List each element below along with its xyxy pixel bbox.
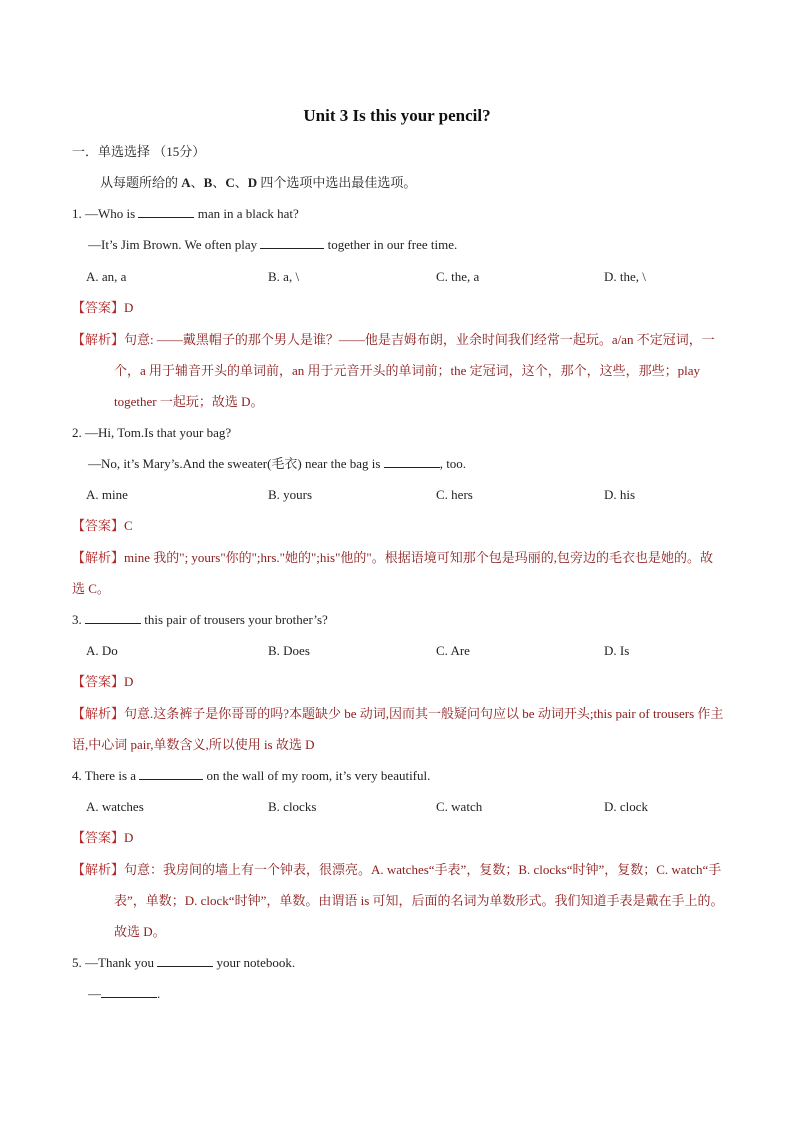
- answer-blank: [138, 205, 194, 218]
- instruction-text: 四个选项中选出最佳选项。: [257, 175, 417, 190]
- instruction-letter-d: D: [247, 175, 258, 190]
- option-c: C. Are: [436, 643, 470, 658]
- explanation: [72, 854, 724, 947]
- instruction-letter-b: B: [203, 175, 213, 190]
- question-number: 2.: [72, 425, 82, 440]
- explanation-text: 句意: ——戴黑帽子的那个男人是谁？——他是吉姆布朗，业余时间我们经常一起玩。a/an 不定冠词，一个，a 用于辅音开头的单词前，an 用于元音开头的单词前；the 定冠词，这个，那个，这些，那些；play together 一起玩；故选 D。: [114, 332, 715, 409]
- question-1-line-1: [72, 205, 299, 223]
- option-a: A. an, a: [86, 269, 127, 284]
- explanation-tag: 【解析】: [72, 862, 125, 877]
- answer-blank: [260, 236, 324, 249]
- answer-blank: [157, 954, 213, 967]
- answer-line: [72, 517, 133, 535]
- question-text: this pair of trousers your brother’s?: [141, 612, 328, 627]
- explanation-tag: 【解析】: [72, 706, 125, 721]
- question-1-line-2: [88, 236, 457, 254]
- explanation-text: mine 我的"; yours"你的";hrs."她的";his"他的"。根据语境可知那个包是玛丽的,包旁边的毛衣也是她的。故选 C。: [72, 550, 713, 596]
- question-text: together in our free time.: [324, 237, 458, 252]
- instruction-text: 从每题所给的: [100, 175, 182, 190]
- option-a: A. mine: [86, 487, 128, 502]
- instruction-letter-a: A: [181, 175, 191, 190]
- option-b: B. a, \: [268, 269, 300, 284]
- question-5-line-1: [72, 954, 295, 972]
- answer-tag: 【答案】: [72, 300, 125, 315]
- answer-value: C: [124, 518, 133, 533]
- option-d: D. his: [604, 487, 636, 502]
- question-text: , too.: [439, 456, 467, 471]
- question-text: —Hi, Tom.Is that your bag?: [85, 425, 232, 440]
- explanation-text: 句意：我房间的墙上有一个钟表，很漂亮。A. watches“手表”，复数；B. clocks“时钟”，复数；C. watch“手表”，单数；D. clock“时钟”，单数。由谓语 is 可知，后面的名词为单数形式。我们知道手表是戴在手上的。故选 D。: [114, 862, 724, 939]
- question-number: 4.: [72, 768, 82, 783]
- question-text: —Thank you: [85, 955, 158, 970]
- answer-tag: 【答案】: [72, 830, 125, 845]
- question-number: 5.: [72, 955, 82, 970]
- question-text: on the wall of my room, it’s very beautiful.: [203, 768, 431, 783]
- question-text: —No, it’s Mary’s.And the sweater(毛衣) near the bag is: [88, 456, 384, 471]
- answer-line: [72, 829, 133, 847]
- question-number: 1.: [72, 206, 82, 221]
- explanation-tag: 【解析】: [72, 332, 125, 347]
- question-3-line-1: [72, 611, 328, 629]
- explanation: [72, 324, 724, 417]
- explanation-tag: 【解析】: [72, 550, 125, 565]
- question-text: .: [157, 986, 161, 1001]
- question-number: 3.: [72, 612, 82, 627]
- answer-line: [72, 299, 133, 317]
- explanation-text: 句意.这条裤子是你哥哥的吗?本题缺少 be 动词,因而其一般疑问句应以 be 动词开头;this pair of trousers 作主语,中心词 pair,单数含义,所以使用 is 故选 D: [72, 706, 724, 752]
- instruction-sep: 、: [190, 175, 204, 190]
- explanation: [72, 698, 724, 760]
- answer-tag: 【答案】: [72, 518, 125, 533]
- answer-blank: [85, 611, 141, 624]
- option-c: C. hers: [436, 487, 473, 502]
- question-2-line-2: [88, 455, 466, 473]
- answer-line: [72, 673, 133, 691]
- question-4-line-1: [72, 767, 430, 785]
- page-title: Unit 3 Is this your pencil?: [303, 106, 491, 125]
- answer-blank: [101, 985, 157, 998]
- option-c: C. watch: [436, 799, 483, 814]
- option-b: B. yours: [268, 487, 313, 502]
- option-b: B. clocks: [268, 799, 317, 814]
- option-d: D. clock: [604, 799, 649, 814]
- explanation: [72, 542, 724, 604]
- section-heading: 一．单选选择 （15分）: [72, 144, 206, 159]
- answer-blank: [139, 767, 203, 780]
- question-text: There is a: [84, 768, 140, 783]
- answer-value: D: [124, 300, 134, 315]
- option-d: D. the, \: [604, 269, 646, 284]
- instruction: [100, 174, 416, 192]
- option-a: A. Do: [86, 643, 118, 658]
- instruction-letter-c: C: [225, 175, 235, 190]
- question-2-line-1: [72, 424, 231, 442]
- option-c: C. the, a: [436, 269, 480, 284]
- answer-value: D: [124, 830, 134, 845]
- question-text: —: [88, 986, 101, 1001]
- question-text: —It’s Jim Brown. We often play: [88, 237, 261, 252]
- question-text: your notebook.: [213, 955, 296, 970]
- answer-tag: 【答案】: [72, 674, 125, 689]
- instruction-sep: 、: [234, 175, 248, 190]
- answer-blank: [384, 455, 440, 468]
- option-b: B. Does: [268, 643, 310, 658]
- instruction-sep: 、: [212, 175, 226, 190]
- option-a: A. watches: [86, 799, 144, 814]
- answer-value: D: [124, 674, 134, 689]
- option-d: D. Is: [604, 643, 630, 658]
- question-text: —Who is: [85, 206, 139, 221]
- question-text: man in a black hat?: [194, 206, 299, 221]
- question-5-line-2: [88, 985, 160, 1003]
